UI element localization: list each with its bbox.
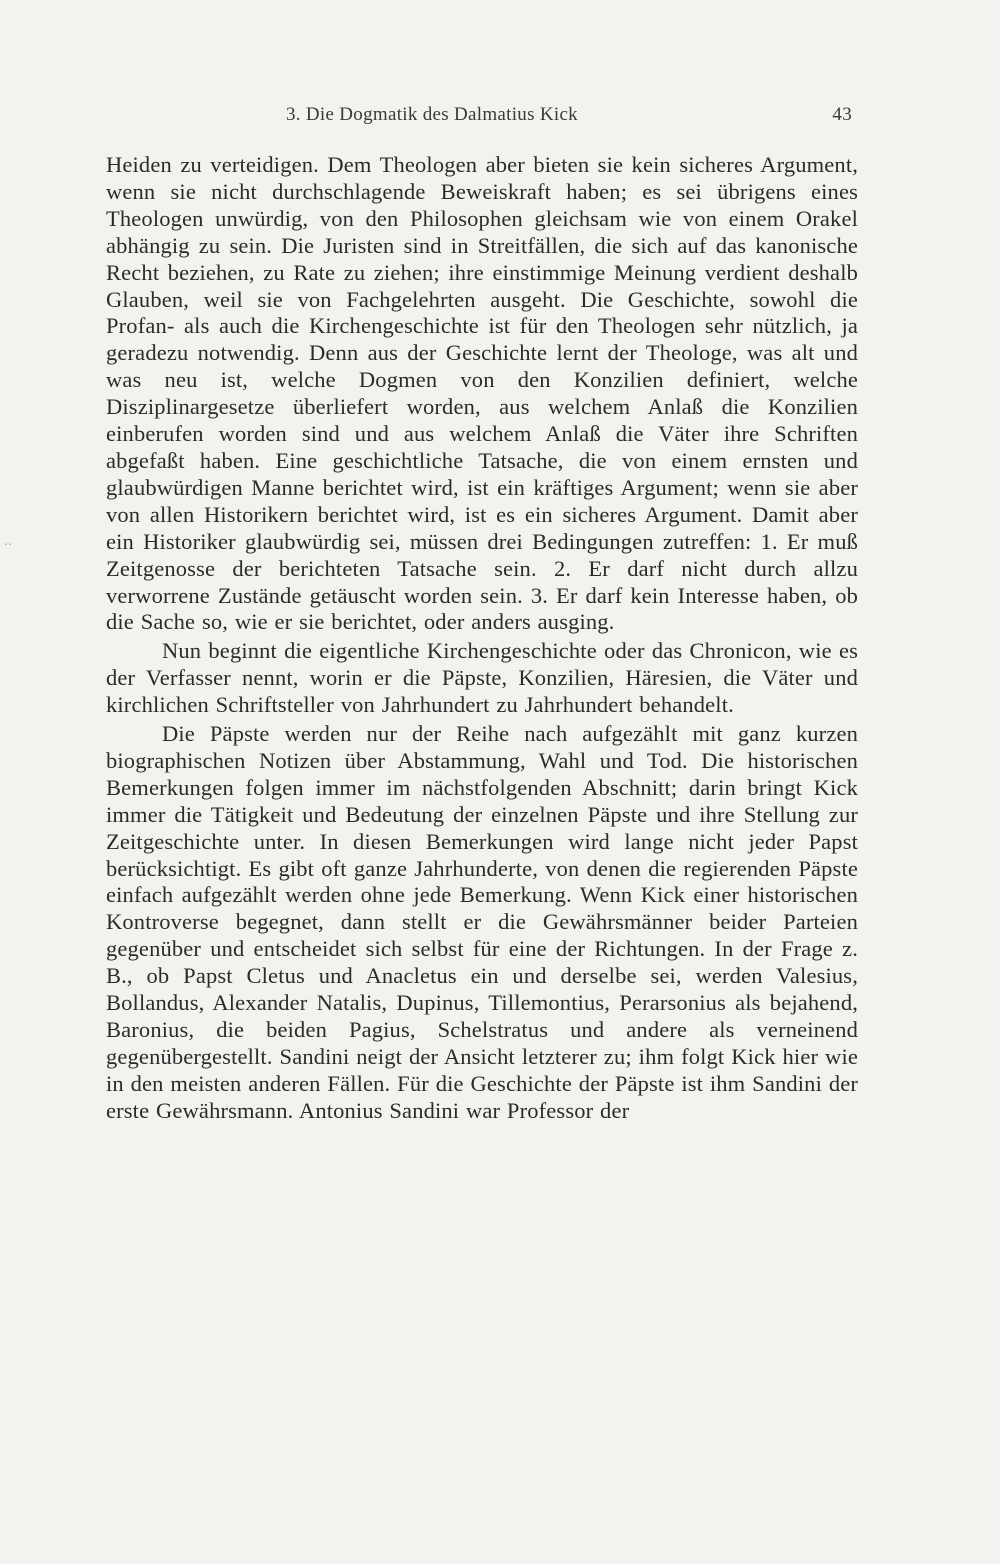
running-title: 3. Die Dogmatik des Dalmatius Kick: [286, 104, 578, 125]
body-text: [106, 152, 858, 1125]
paragraph-3: Die Päpste werden nur der Reihe nach aufgezählt mit ganz kurzen biographischen Notizen über Abstammung, Wahl und Tod. Die historischen Bemerkungen folgen immer im nächstfolgenden Abschnitt; darin bringt Kick immer die Tätigkeit und Bedeutung der einzelnen Päpste und ihre Stellung zur Zeitgeschichte unter. In diesen Bemerkungen wird lange nicht jeder Papst berücksichtigt. Es gibt oft ganze Jahrhunderte, von denen die regierenden Päpste einfach aufgezählt werden ohne jede Bemerkung. Wenn Kick einer historischen Kontroverse begegnet, dann stellt er die Gewährsmänner beider Parteien gegenüber und entscheidet sich selbst für eine der Richtungen. In der Frage z. B., ob Papst Cletus und Anacletus ein und derselbe sei, werden Valesius, Bollandus, Alexander Natalis, Dupinus, Tillemontius, Perarsonius als bejahend, Baronius, die beiden Pagius, Schelstratus und andere als verneinend gegenübergestellt. Sandini neigt der Ansicht letzterer zu; ihm folgt Kick hier wie in den meisten anderen Fällen. Für die Geschichte der Päpste ist ihm Sandini der erste Gewährsmann. Antonius Sandini war Professor der: [106, 721, 858, 1123]
paragraph-2: Nun beginnt die eigentliche Kirchengeschichte oder das Chronicon, wie es der Verfasser nennt, worin er die Päpste, Konzilien, Häresien, die Väter und kirchlichen Schriftsteller von Jahrhundert zu Jahrhundert behandelt.: [106, 638, 858, 718]
paragraph-1: Heiden zu verteidigen. Dem Theologen aber bieten sie kein sicheres Argument, wenn sie nicht durchschlagende Beweiskraft haben; es sei übrigens eines Theologen unwürdig, von den Philosophen gleichsam wie von einem Orakel abhängig zu sein. Die Juristen sind in Streitfällen, die sich auf das kanonische Recht beziehen, zu Rate zu ziehen; ihre einstimmige Meinung verdient deshalb Glauben, weil sie von Fachgelehrten ausgeht. Die Geschichte, sowohl die Profan- als auch die Kirchengeschichte ist für den Theologen sehr nützlich, ja geradezu notwendig. Denn aus der Geschichte lernt der Theologe, was alt und was neu ist, welche Dogmen von den Konzilien definiert, welche Disziplinargesetze überliefert worden, aus welchem Anlaß die Konzilien einberufen worden sind und aus welchem Anlaß die Väter ihre Schriften abgefaßt haben. Eine geschichtliche Tatsache, die von einem ernsten und glaubwürdigen Manne berichtet wird, ist ein kräftiges Argument; wenn sie aber von allen Historikern berichtet wird, ist es ein sicheres Argument. Damit aber ein Historiker glaubwürdig sei, müssen drei Bedingungen zutreffen: 1. Er muß Zeitgenosse der berichteten Tatsache sein. 2. Er darf nicht durch allzu verworrene Zustände getäuscht worden sein. 3. Er darf kein Interesse haben, ob die Sache so, wie er sie berichtet, oder anders ausging.: [106, 152, 858, 635]
margin-speck: ‥: [4, 534, 13, 548]
page-number: 43: [832, 104, 852, 125]
running-head: [106, 104, 858, 132]
